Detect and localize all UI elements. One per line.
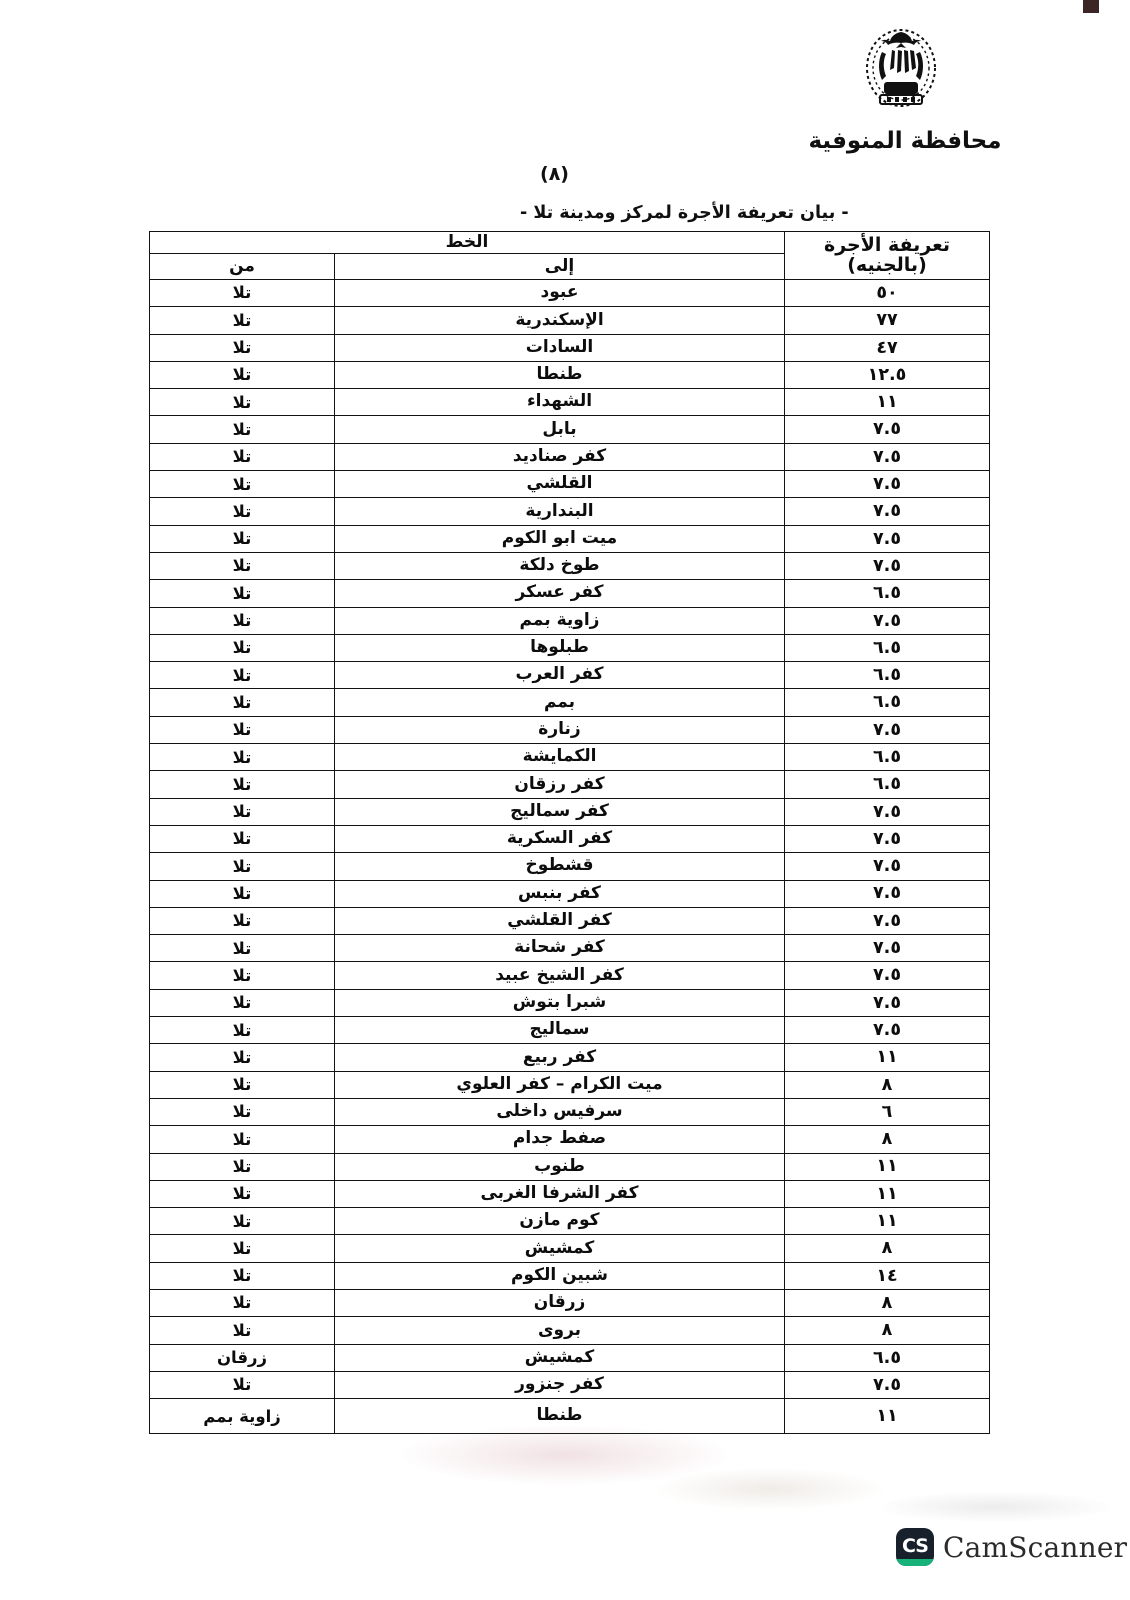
camscanner-watermark	[896, 1528, 1127, 1566]
cell-destination: كمشيش	[335, 1344, 785, 1371]
cell-origin: تلا	[149, 552, 334, 579]
cell-destination: ميت ابو الكوم	[335, 525, 785, 552]
table-row	[149, 307, 989, 334]
cell-fare: ٧.٥	[785, 471, 990, 498]
cell-origin: تلا	[149, 1208, 334, 1235]
cell-origin: زاوية بمم	[149, 1399, 334, 1434]
cell-destination: الكمايشة	[335, 744, 785, 771]
cell-fare: ١١	[785, 1044, 990, 1071]
cell-origin: تلا	[149, 416, 334, 443]
table-row	[149, 962, 989, 989]
table-row	[149, 771, 989, 798]
cell-fare: ١١	[785, 389, 990, 416]
cell-origin: تلا	[149, 1317, 334, 1344]
table-row	[149, 1044, 989, 1071]
cell-origin: تلا	[149, 361, 334, 388]
cell-origin: تلا	[149, 771, 334, 798]
cell-fare: ٧.٥	[785, 552, 990, 579]
cell-destination: كفر شحانة	[335, 935, 785, 962]
cell-destination: عبود	[335, 280, 785, 307]
cell-fare: ٧.٥	[785, 989, 990, 1016]
cell-fare: ١١	[785, 1208, 990, 1235]
cell-destination: زاوية بمم	[335, 607, 785, 634]
cell-origin: تلا	[149, 471, 334, 498]
cell-fare: ٧٧	[785, 307, 990, 334]
table-row	[149, 634, 989, 661]
table-row	[149, 825, 989, 852]
camscanner-brand-text: CamScanner	[943, 1530, 1128, 1564]
cell-fare: ٧.٥	[785, 1371, 990, 1398]
fare-table	[149, 231, 990, 1434]
table-row	[149, 1235, 989, 1262]
table-row	[149, 935, 989, 962]
cell-destination: زرقان	[335, 1289, 785, 1316]
cell-fare: ٧.٥	[785, 443, 990, 470]
cell-fare: ٨	[785, 1235, 990, 1262]
cell-fare: ٨	[785, 1126, 990, 1153]
cell-fare: ٧.٥	[785, 607, 990, 634]
cell-fare: ٦.٥	[785, 771, 990, 798]
cell-fare: ٧.٥	[785, 525, 990, 552]
cell-destination: سرفيس داخلى	[335, 1098, 785, 1125]
table-row	[149, 552, 989, 579]
cell-origin: تلا	[149, 989, 334, 1016]
cell-origin: تلا	[149, 1262, 334, 1289]
cell-origin: تلا	[149, 1017, 334, 1044]
cell-fare: ٧.٥	[785, 825, 990, 852]
cell-fare: ٧.٥	[785, 716, 990, 743]
table-row	[149, 580, 989, 607]
cell-destination: كفر جنزور	[335, 1371, 785, 1398]
table-row	[149, 1208, 989, 1235]
cell-origin: تلا	[149, 634, 334, 661]
cell-destination: زنارة	[335, 716, 785, 743]
table-header-row-top	[149, 232, 989, 254]
scan-edge-artifact	[1083, 0, 1099, 13]
cell-origin: تلا	[149, 607, 334, 634]
table-row	[149, 1262, 989, 1289]
cell-origin: تلا	[149, 716, 334, 743]
scan-smudge	[655, 1468, 885, 1510]
cell-origin: تلا	[149, 798, 334, 825]
cell-destination: شبين الكوم	[335, 1262, 785, 1289]
table-row	[149, 471, 989, 498]
document-title: - بيان تعريفة الأجرة لمركز ومدينة تلا -	[520, 203, 849, 223]
cell-destination: السادات	[335, 334, 785, 361]
cell-destination: كفر عسكر	[335, 580, 785, 607]
table-row	[149, 989, 989, 1016]
cell-fare: ٤٧	[785, 334, 990, 361]
cell-origin: تلا	[149, 825, 334, 852]
cell-destination: طوخ دلكة	[335, 552, 785, 579]
cell-destination: الشهداء	[335, 389, 785, 416]
table-row	[149, 1153, 989, 1180]
cell-origin: تلا	[149, 580, 334, 607]
cell-origin: تلا	[149, 880, 334, 907]
table-row	[149, 361, 989, 388]
cell-destination: كفر الشيخ عبيد	[335, 962, 785, 989]
cell-destination: طنطا	[335, 1399, 785, 1434]
table-row	[149, 1180, 989, 1207]
cell-fare: ١١	[785, 1153, 990, 1180]
cell-destination: كفر رزقان	[335, 771, 785, 798]
cell-destination: طنطا	[335, 361, 785, 388]
table-row	[149, 716, 989, 743]
cell-fare: ١٢.٥	[785, 361, 990, 388]
table-row	[149, 1071, 989, 1098]
cell-destination: الإسكندرية	[335, 307, 785, 334]
table-row	[149, 880, 989, 907]
table-row	[149, 798, 989, 825]
cell-destination: كفر بنبس	[335, 880, 785, 907]
table-row	[149, 744, 989, 771]
organization-name: محافظة المنوفية	[808, 128, 1002, 154]
cell-origin: تلا	[149, 1371, 334, 1398]
cell-origin: زرقان	[149, 1344, 334, 1371]
cell-destination: بروى	[335, 1317, 785, 1344]
table-row	[149, 1317, 989, 1344]
cell-origin: تلا	[149, 662, 334, 689]
fare-table-head	[149, 232, 989, 280]
cell-fare: ٨	[785, 1071, 990, 1098]
cell-destination: صفط جدام	[335, 1126, 785, 1153]
cell-origin: تلا	[149, 1126, 334, 1153]
cell-destination: قشطوخ	[335, 853, 785, 880]
fare-table-container	[150, 231, 990, 1434]
cell-fare: ٧.٥	[785, 907, 990, 934]
cell-destination: سماليج	[335, 1017, 785, 1044]
cell-destination: كفر السكرية	[335, 825, 785, 852]
cell-fare: ١١	[785, 1180, 990, 1207]
cell-fare: ٧.٥	[785, 798, 990, 825]
column-header-fare: تعريفة الأجرة (بالجنيه)	[785, 232, 990, 280]
table-row	[149, 334, 989, 361]
cell-fare: ٦.٥	[785, 1344, 990, 1371]
table-row	[149, 853, 989, 880]
cell-fare: ٦.٥	[785, 744, 990, 771]
cell-origin: تلا	[149, 744, 334, 771]
cell-origin: تلا	[149, 307, 334, 334]
table-row	[149, 1126, 989, 1153]
table-row	[149, 1399, 989, 1434]
cell-destination: شبرا بتوش	[335, 989, 785, 1016]
camscanner-accent-strip	[896, 1559, 934, 1566]
cell-destination: كفر العرب	[335, 662, 785, 689]
cell-origin: تلا	[149, 1071, 334, 1098]
cell-origin: تلا	[149, 498, 334, 525]
table-row	[149, 1017, 989, 1044]
cell-fare: ٦.٥	[785, 662, 990, 689]
cell-origin: تلا	[149, 443, 334, 470]
table-row	[149, 1098, 989, 1125]
cell-destination: كفر سماليج	[335, 798, 785, 825]
cell-destination: طبلوها	[335, 634, 785, 661]
cell-origin: تلا	[149, 334, 334, 361]
cell-origin: تلا	[149, 389, 334, 416]
cell-destination: ميت الكرام – كفر العلوي	[335, 1071, 785, 1098]
cell-origin: تلا	[149, 689, 334, 716]
cell-fare: ٧.٥	[785, 416, 990, 443]
cell-origin: تلا	[149, 907, 334, 934]
cell-origin: تلا	[149, 280, 334, 307]
table-row	[149, 498, 989, 525]
table-row	[149, 280, 989, 307]
cell-fare: ٧.٥	[785, 935, 990, 962]
cell-fare: ٧.٥	[785, 498, 990, 525]
cell-destination: كفر صناديد	[335, 443, 785, 470]
cell-fare: ٧.٥	[785, 1017, 990, 1044]
cell-origin: تلا	[149, 1289, 334, 1316]
table-row	[149, 662, 989, 689]
camscanner-logo-icon	[896, 1528, 934, 1566]
cell-origin: تلا	[149, 1098, 334, 1125]
column-header-line-group: الخط	[149, 232, 784, 254]
cell-destination: كمشيش	[335, 1235, 785, 1262]
scan-smudge	[880, 1492, 1110, 1522]
cell-destination: كفر الشرفا الغربى	[335, 1180, 785, 1207]
table-row	[149, 1344, 989, 1371]
cell-fare: ٧.٥	[785, 962, 990, 989]
cell-fare: ٦.٥	[785, 634, 990, 661]
column-header-to: إلى	[335, 254, 785, 280]
table-row	[149, 416, 989, 443]
cell-fare: ٥٠	[785, 280, 990, 307]
cell-fare: ٨	[785, 1289, 990, 1316]
cell-destination: طنوب	[335, 1153, 785, 1180]
cell-destination: البندارية	[335, 498, 785, 525]
table-row	[149, 907, 989, 934]
cell-destination: كفر القلشي	[335, 907, 785, 934]
cell-origin: تلا	[149, 962, 334, 989]
table-row	[149, 525, 989, 552]
cell-origin: تلا	[149, 935, 334, 962]
cell-destination: كوم مازن	[335, 1208, 785, 1235]
cell-destination: بابل	[335, 416, 785, 443]
eagle-of-saladin-emblem-icon	[846, 18, 956, 118]
cell-fare: ١١	[785, 1399, 990, 1434]
table-row	[149, 1371, 989, 1398]
column-header-from: من	[149, 254, 334, 280]
table-row	[149, 607, 989, 634]
fare-table-body	[149, 280, 989, 1434]
cell-destination: القلشي	[335, 471, 785, 498]
table-row	[149, 443, 989, 470]
cell-destination: بمم	[335, 689, 785, 716]
cell-origin: تلا	[149, 1180, 334, 1207]
table-row	[149, 689, 989, 716]
cell-destination: كفر ربيع	[335, 1044, 785, 1071]
cell-fare: ٦	[785, 1098, 990, 1125]
table-row	[149, 1289, 989, 1316]
cell-fare: ٦.٥	[785, 689, 990, 716]
cell-origin: تلا	[149, 1044, 334, 1071]
cell-fare: ٧.٥	[785, 880, 990, 907]
cell-fare: ١٤	[785, 1262, 990, 1289]
camscanner-badge-text: CS	[902, 1535, 928, 1557]
cell-origin: تلا	[149, 525, 334, 552]
cell-origin: تلا	[149, 853, 334, 880]
cell-fare: ٦.٥	[785, 580, 990, 607]
cell-origin: تلا	[149, 1153, 334, 1180]
table-row	[149, 389, 989, 416]
page-number: (٨)	[540, 163, 569, 185]
cell-fare: ٧.٥	[785, 853, 990, 880]
cell-origin: تلا	[149, 1235, 334, 1262]
cell-fare: ٨	[785, 1317, 990, 1344]
